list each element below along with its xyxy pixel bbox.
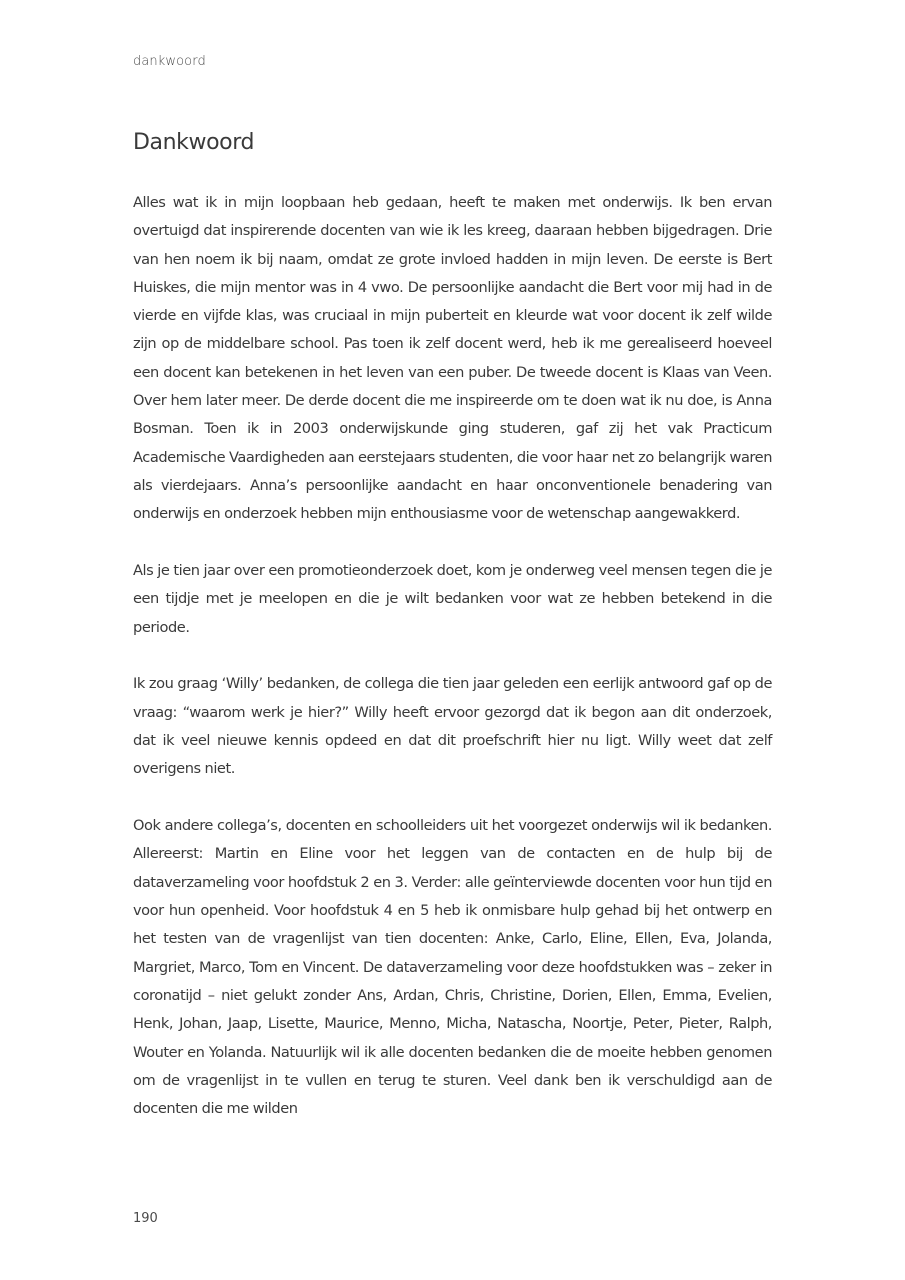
body-text — [133, 189, 772, 1123]
paragraph-2: Als je tien jaar over een promotieonderzoek doet, kom je onderweg veel mensen tegen die je een tijdje met je meelopen en die je wilt bedanken voor wat ze hebben betekend in die periode. — [133, 562, 772, 636]
paragraph-3: Ik zou graag ‘Willy’ bedanken, de collega die tien jaar geleden een eerlijk antwoord gaf op de vraag: “waarom werk je hier?” Willy heeft ervoor gezorgd dat ik begon aan dit onderzoek, dat ik veel nieuwe kennis opdeed en dat dit proefschrift hier nu ligt. Willy weet dat zelf overigens niet. — [133, 675, 772, 778]
page-number: 190 — [133, 1211, 158, 1226]
paragraph-4: Ook andere collega’s, docenten en schoolleiders uit het voorgezet onderwijs wil ik bedanken. Allereerst: Martin en Eline voor het leggen van de contacten en de hulp bij de dataverzameling voor hoofdstuk 2 en 3. Verder: alle geïnterviewde docenten voor hun tijd en voor hun openheid. Voor hoofdstuk 4 en 5 heb ik onmisbare hulp gehad bij het ontwerp en het testen van de vragenlijst van tien docenten: Anke, Carlo, Eline, Ellen, Eva, Jolanda, Margriet, Marco, Tom en Vincent. De dataverzameling voor deze hoofdstukken was – zeker in coronatijd – niet gelukt zonder Ans, Ardan, Chris, Christine, Dorien, Ellen, Emma, Evelien, Henk, Johan, Jaap, Lisette, Maurice, Menno, Micha, Natascha, Noortje, Peter, Pieter, Ralph, Wouter en Yolanda. Natuurlijk wil ik alle docenten bedanken die de moeite hebben genomen om de vragenlijst in te vullen en terug te sturen. Veel dank ben ik verschuldigd aan de docenten die me wilden — [133, 817, 772, 1118]
running-header: dankwoord — [133, 54, 206, 69]
page-title: Dankwoord — [133, 130, 255, 155]
paragraph-1: Alles wat ik in mijn loopbaan heb gedaan, heeft te maken met onderwijs. Ik ben ervan overtuigd dat inspirerende docenten van wie ik les kreeg, daaraan hebben bijgedragen. Drie van hen noem ik bij naam, omdat ze grote invloed hadden in mijn leven. De eerste is Bert Huiskes, die mijn mentor was in 4 vwo. De persoonlijke aandacht die Bert voor mij had in de vierde en vijfde klas, was cruciaal in mijn puberteit en kleurde wat voor docent ik zelf wilde zijn op de middelbare school. Pas toen ik zelf docent werd, heb ik me gerealiseerd hoeveel een docent kan betekenen in het leven van een puber. De tweede docent is Klaas van Veen. Over hem later meer. De derde docent die me inspireerde om te doen wat ik nu doe, is Anna Bosman. Toen ik in 2003 onderwijskunde ging studeren, gaf zij het vak Practicum Academische Vaardigheden aan eerstejaars studenten, die voor haar net zo belangrijk waren als vierdejaars. Anna’s persoonlijke aandacht en haar onconventionele benadering van onderwijs en onderzoek hebben mijn enthousiasme voor de wetenschap aangewakkerd. — [133, 194, 772, 523]
